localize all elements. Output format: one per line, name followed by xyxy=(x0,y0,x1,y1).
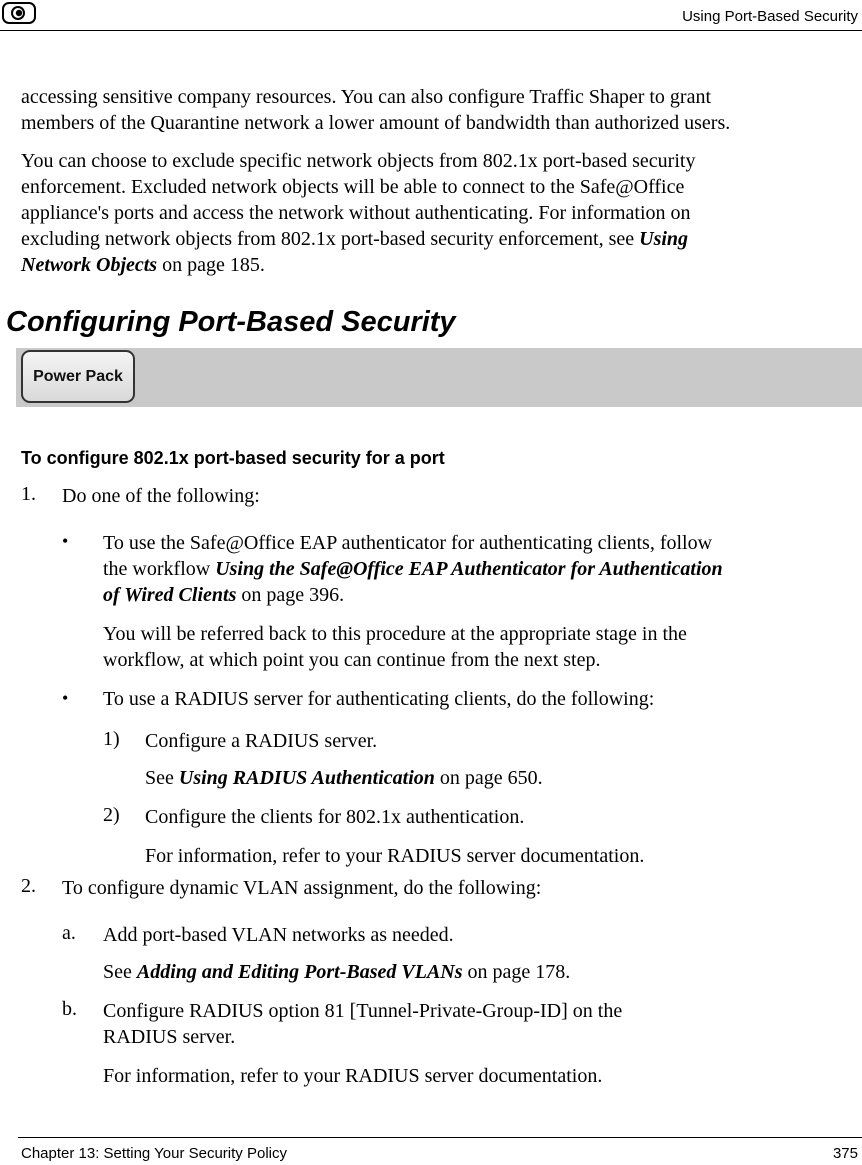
bullet-item-eap xyxy=(103,530,723,608)
text-run: excluding network objects from 802.1x port-based security enforcement, see xyxy=(21,228,640,250)
power-pack-band xyxy=(16,348,862,407)
text-line xyxy=(21,226,841,252)
xref-eap-authenticator-part1[interactable]: Using the Safe@Office EAP Authenticator for Authentication xyxy=(215,558,723,580)
text-line xyxy=(103,556,723,582)
text-run: See xyxy=(103,961,137,983)
bullet-icon: • xyxy=(62,531,69,551)
substep-see-line xyxy=(145,765,543,791)
procedure-heading: To configure 802.1x port-based security for a port xyxy=(21,448,445,468)
bullet-note xyxy=(103,621,687,673)
substep-number: 1) xyxy=(103,728,120,750)
text-line: Configure RADIUS option 81 [Tunnel-Private-Group-ID] on the xyxy=(103,1000,623,1022)
xref-port-based-vlans[interactable]: Adding and Editing Port-Based VLANs xyxy=(136,961,463,983)
footer-chapter: Chapter 13: Setting Your Security Policy xyxy=(21,1145,287,1162)
power-pack-badge: Power Pack xyxy=(21,350,135,403)
text-run: the workflow xyxy=(103,558,216,580)
step-text: To configure dynamic VLAN assignment, do the following: xyxy=(62,877,542,899)
text-line: workflow, at which point you can continue from the next step. xyxy=(103,649,601,671)
text-line: To use the Safe@Office EAP authenticator for authenticating clients, follow xyxy=(103,532,713,554)
xref-using-network-objects-part2[interactable]: Network Objects xyxy=(21,254,158,276)
text-run: See xyxy=(145,767,179,789)
text-line xyxy=(103,582,723,608)
xref-eap-authenticator-part2[interactable]: of Wired Clients xyxy=(103,584,237,606)
xref-using-network-objects-part1[interactable]: Using xyxy=(639,228,689,250)
text-line xyxy=(21,252,841,278)
text-line: appliance's ports and access the network without authenticating. For information on xyxy=(21,202,691,224)
running-header-title: Using Port-Based Security xyxy=(682,8,858,25)
intro-paragraph-1 xyxy=(21,84,841,136)
substep-text xyxy=(103,998,622,1050)
substep-text: Add port-based VLAN networks as needed. xyxy=(103,924,454,946)
text-line: You can choose to exclude specific network objects from 802.1x port-based security xyxy=(21,150,696,172)
substep-note: For information, refer to your RADIUS server documentation. xyxy=(103,1065,603,1087)
substep-text: Configure a RADIUS server. xyxy=(145,730,378,752)
substep-letter: a. xyxy=(62,922,76,944)
text-run: on page 396. xyxy=(236,584,345,606)
text-line: enforcement. Excluded network objects will be able to connect to the Safe@Office xyxy=(21,176,685,198)
text-line: members of the Quarantine network a lower amount of bandwidth than authorized users. xyxy=(21,112,731,134)
bullet-icon: • xyxy=(62,688,69,708)
step-text: Do one of the following: xyxy=(62,485,260,507)
substep-letter: b. xyxy=(62,998,77,1020)
substep-text: Configure the clients for 802.1x authentication. xyxy=(145,806,525,828)
rounded-camera-logo-icon xyxy=(2,2,36,24)
text-line: accessing sensitive company resources. You can also configure Traffic Shaper to grant xyxy=(21,86,712,108)
xref-radius-authentication[interactable]: Using RADIUS Authentication xyxy=(178,767,435,789)
substep-number: 2) xyxy=(103,804,120,826)
text-line: You will be referred back to this procedure at the appropriate stage in the xyxy=(103,623,687,645)
header-divider xyxy=(0,30,862,31)
step-number: 1. xyxy=(21,483,36,505)
text-line: RADIUS server. xyxy=(103,1026,236,1048)
footer-divider xyxy=(18,1137,862,1138)
substep-see-line xyxy=(103,959,570,985)
substep-note: For information, refer to your RADIUS server documentation. xyxy=(145,845,645,867)
text-run: on page 185. xyxy=(157,254,265,276)
footer-page-number: 375 xyxy=(832,1145,858,1162)
bullet-item-radius: To use a RADIUS server for authenticating clients, do the following: xyxy=(103,688,655,710)
text-run: on page 178. xyxy=(462,961,571,983)
section-heading: Configuring Port-Based Security xyxy=(6,306,456,338)
text-run: on page 650. xyxy=(434,767,543,789)
intro-paragraph-2 xyxy=(21,148,841,278)
step-number: 2. xyxy=(21,875,36,897)
